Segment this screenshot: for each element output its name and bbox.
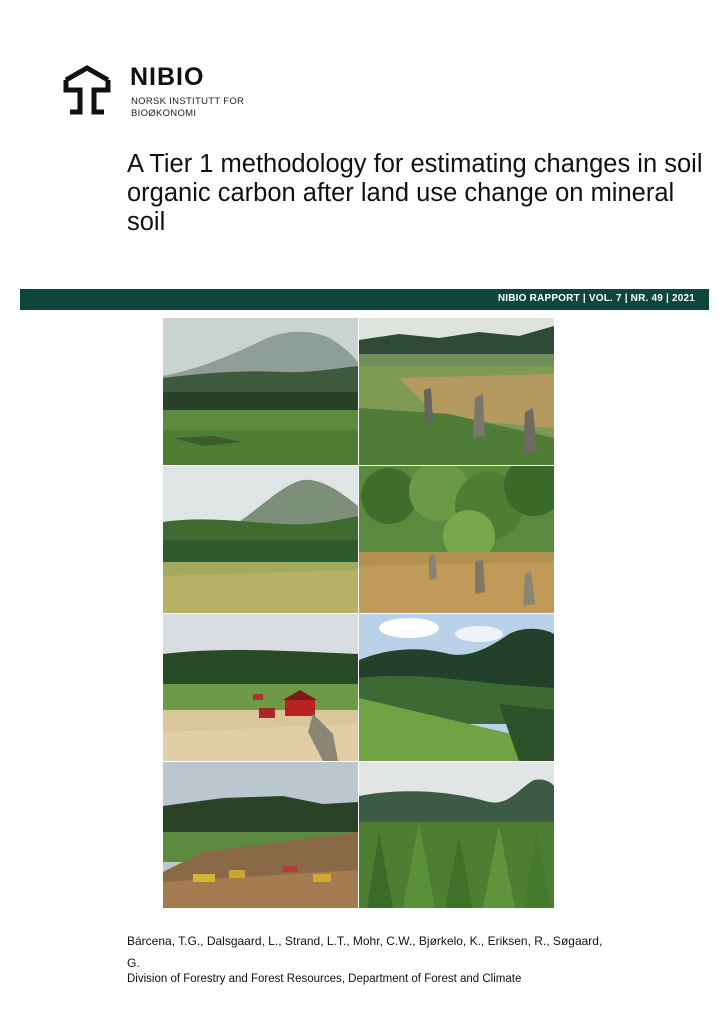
photo-construction-site [163,762,358,908]
photo-mown-field-mountain [163,466,358,613]
nibio-logo-icon [62,64,112,116]
report-title: A Tier 1 methodology for estimating changes in soil organic carbon after land use change on mineral soil [127,150,703,236]
photo-green-valley [359,614,554,761]
logo-name: NIBIO [130,63,205,91]
logo-subtitle: NORSK INSTITUTT FOR BIOØKONOMI [131,96,245,119]
report-band-text: NIBIO RAPPORT | VOL. 7 | NR. 49 | 2021 [497,293,695,304]
photo-grassland-stones [359,318,554,465]
nibio-logo [62,64,262,120]
photo-birch-meadow [359,466,554,613]
photo-farmland-red-barn [163,614,358,761]
report-band [20,289,709,310]
authors: Bárcena, T.G., Dalsgaard, L., Strand, L.T., Mohr, C.W., Bjørkelo, K., Eriksen, R., Søgaard, G. [127,934,603,970]
photo-spruce-plantation [359,762,554,908]
cover-photo-grid [163,318,554,908]
photo-misty-mountain [163,318,358,465]
division: Division of Forestry and Forest Resources, Department of Forest and Climate [127,973,522,985]
